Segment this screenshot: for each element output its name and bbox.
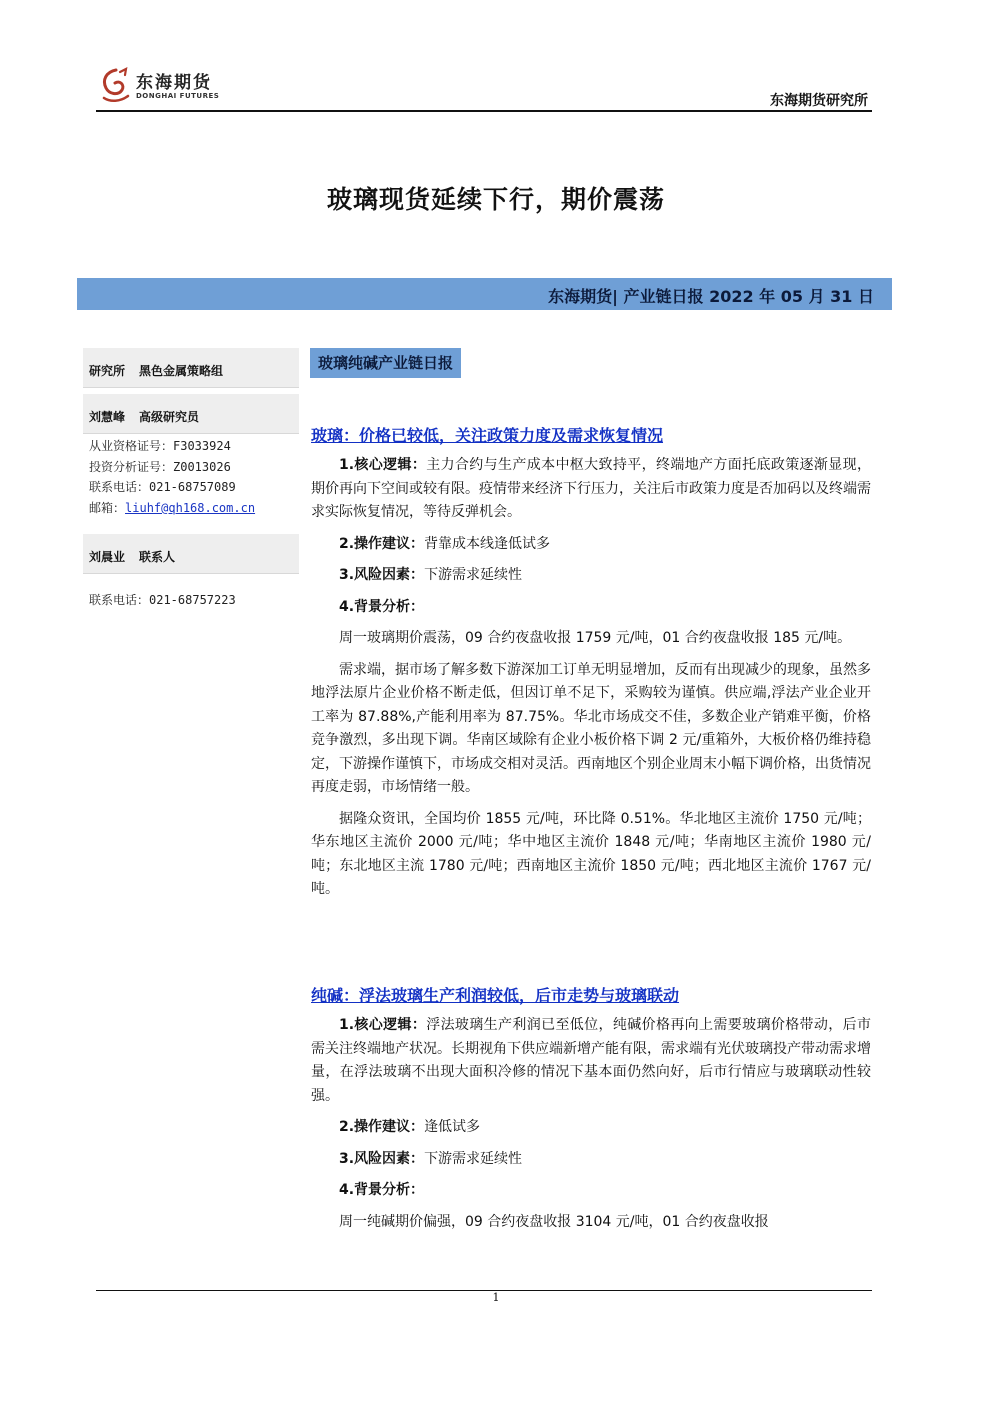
page-number: 1 [492, 1291, 500, 1304]
analyst-2-name: 刘晨业 [89, 550, 126, 564]
glass-bg-paragraph-2: 需求端，据市场了解多数下游深加工订单无明显增加，反而有出现减少的现象，虽然多地浮法原片企业价格不断走低，但因订单不足下，采购较为谨慎。供应端,浮法产业企业开工率为 87.88%,产能利用率为 87.75%。华北市场成交不佳，多数企业产销难平衡，价格竞争激烈，多出现下调。华南区域除有企业小板价格下调 2 元/重箱外，大板价格仍维持稳定，下游操作谨慎下，市场成交相对灵活。西南地区个别企业周末小幅下调价格，出货情况再度走弱，市场情绪一般。 [311, 661, 871, 795]
dept-group: 黑色金属策略组 [139, 364, 224, 378]
glass-advice [311, 533, 871, 557]
analyst-1-email-row [83, 498, 299, 519]
soda-bg-heading [311, 1179, 871, 1203]
dept-name: 研究所 [89, 364, 126, 378]
banner-text: 东海期货| 产业链日报 2022 年 05 月 31 日 [548, 287, 874, 306]
glass-bg-paragraph-3: 据隆众资讯，全国均价 1855 元/吨，环比降 0.51%。华北地区主流价 1750 元/吨；华东地区主流价 2000 元/吨；华中地区主流价 1848 元/吨；华南地区主流价 1980 元/吨；东北地区主流 1780 元/吨；西南地区主流价 1850 元/吨；西北地区主流价 1767 元/吨。 [311, 810, 871, 897]
analyst-1-phone: 联系电话：021-68757089 [89, 480, 236, 494]
soda-advice [311, 1116, 871, 1140]
soda-bg-paragraph-1: 周一纯碱期价偏强，09 合约夜盘收报 3104 元/吨，01 合约夜盘收报 [339, 1213, 769, 1230]
analyst-1-email-link[interactable]: liuhf@qh168.com.cn [125, 500, 256, 515]
glass-heading: 玻璃：价格已较低，关注政策力度及需求恢复情况 [311, 426, 664, 445]
analyst-1-name: 刘慧峰 [89, 410, 126, 424]
analyst-1-heading [83, 394, 299, 434]
section-tag: 玻璃纯碱产业链日报 [310, 348, 461, 378]
analyst-1-license: 从业资格证号：F3033924 [89, 439, 231, 453]
glass-risk [311, 564, 871, 588]
header-divider [96, 110, 872, 112]
glass-bg-paragraph-1: 周一玻璃期价震荡，09 合约夜盘收报 1759 元/吨，01 合约夜盘收报 185 元/吨。 [339, 630, 852, 646]
soda-advice-label: 2.操作建议： [339, 1119, 425, 1135]
report-banner [77, 278, 892, 310]
glass-bg-label: 4.背景分析： [339, 598, 425, 615]
glass-core-logic [311, 454, 871, 525]
email-label: 邮箱： [89, 500, 126, 515]
soda-core-logic [311, 1014, 871, 1108]
company-logo [98, 66, 238, 106]
soda-section [311, 983, 871, 1234]
soda-advice-text: 逢低试多 [424, 1119, 481, 1135]
soda-risk-label: 3.风险因素： [339, 1150, 425, 1167]
soda-bg-label: 4.背景分析： [339, 1182, 425, 1198]
sidebar-analyst-1 [83, 394, 299, 518]
header-organization: 东海期货研究所 [770, 93, 868, 109]
logo-english-name: DONGHAI FUTURES [136, 92, 220, 100]
logo-chinese-name: 东海期货 [136, 73, 212, 93]
glass-bg-heading [311, 596, 871, 620]
sidebar-dept [83, 348, 299, 388]
sidebar-analyst-2 [83, 534, 299, 611]
analyst-2-title: 联系人 [139, 550, 176, 564]
glass-advice-label: 2.操作建议： [339, 535, 425, 552]
soda-risk [311, 1148, 871, 1172]
glass-logic-label: 1.核心逻辑： [339, 457, 427, 473]
glass-section [311, 423, 871, 902]
soda-risk-text: 下游需求延续性 [424, 1150, 523, 1167]
soda-heading: 纯碱：浮法玻璃生产利润较低，后市走势与玻璃联动 [311, 986, 680, 1005]
glass-advice-text: 背靠成本线逢低试多 [424, 535, 551, 552]
glass-logic-text: 主力合约与生产成本中枢大致持平，终端地产方面托底政策逐渐显现，期价再向下空间或较有限。疫情带来经济下行压力，关注后市政策力度是否加码以及终端需求实际恢复情况，等待反弹机会。 [311, 457, 871, 520]
glass-risk-text: 下游需求延续性 [424, 567, 523, 583]
analyst-1-title: 高级研究员 [139, 410, 200, 424]
soda-logic-label: 1.核心逻辑： [339, 1017, 427, 1033]
analyst-2-phone: 联系电话：021-68757223 [89, 593, 236, 607]
analyst-1-invest-license: 投资分析证号：Z0013026 [89, 459, 231, 474]
report-title: 玻璃现货延续下行，期价震荡 [326, 185, 665, 214]
soda-logic-text: 浮法玻璃生产利润已至低位，纯碱价格再向上需要玻璃价格带动，后市需关注终端地产状况。长期视角下供应端新增产能有限，需求端有光伏玻璃投产带动需求增量，在浮法玻璃不出现大面积冷修的情况下基本面仍然向好，后市行情应与玻璃联动性较强。 [311, 1017, 871, 1104]
dept-heading [83, 348, 299, 388]
glass-risk-label: 3.风险因素： [339, 567, 425, 583]
analyst-2-heading [83, 534, 299, 574]
dragon-logo-icon [98, 66, 134, 106]
